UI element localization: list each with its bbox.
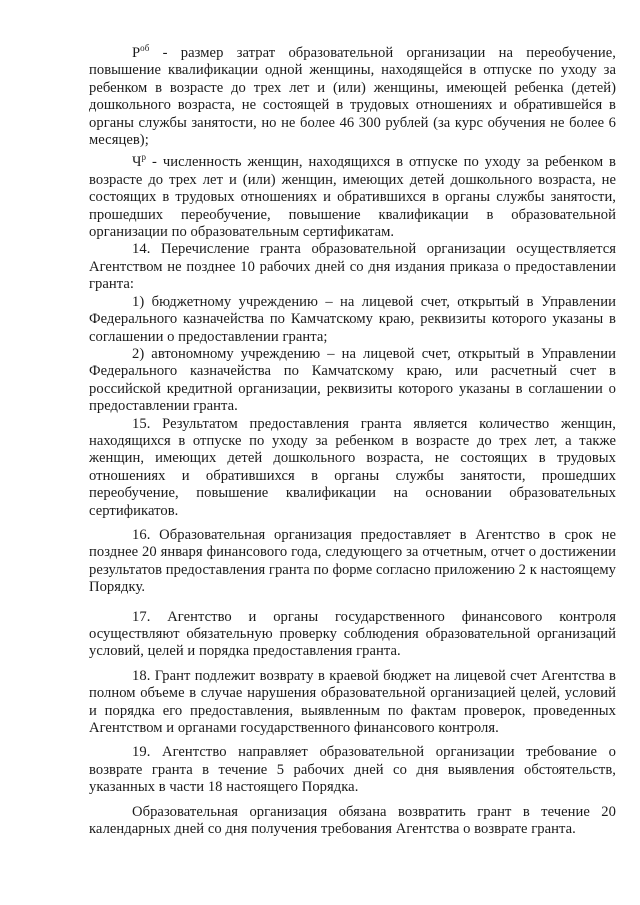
definition-ch-r: [89, 149, 616, 241]
document-body: [89, 40, 616, 838]
variable-p-superscript: об: [140, 43, 150, 53]
definition-p-text: - размер затрат образовательной организации на переобучение, повышение квалификации одной женщины, находящейся в отпуске по уходу за ребенком в возрасте до трех лет и (или) женщины, имеющей ребенка (детей) дошкольного возраста, не состоящей в трудовых отношениях и обратившейся в органы службы занятости, но не более 46 300 рублей (за курс обучения не более 6 месяцев);: [89, 45, 616, 149]
clause-14-item-2: 2) автономному учреждению – на лицевой счет, открытый в Управлении Федерального казначейства по Камчатскому краю, или расчетный счет в российской кредитной организации, реквизиты которого указаны в соглашении о предоставлении гранта.: [89, 345, 616, 415]
clause-18: 18. Грант подлежит возврату в краевой бюджет на лицевой счет Агентства в полном объеме в случае нарушения образовательной организацией целей, условий и порядка его предоставления, выявленным по фактам проверок, проведенных Агентством и органами государственного финансового контроля.: [89, 667, 616, 737]
definition-p-ob: [89, 40, 616, 149]
definition-ch-text: - численность женщин, находящихся в отпуске по уходу за ребенком в возрасте до трех лет и (или) женщин, имеющих детей дошкольного возраста, не состоящих в трудовых отношениях и обратившихся в органы службы занятости, прошедших переобучение, повышение квалификации в образовательной организации по образовательным сертификатам.: [89, 154, 616, 241]
clause-14-item-1: 1) бюджетному учреждению – на лицевой счет, открытый в Управлении Федерального казначейства по Камчатскому краю, реквизиты которого указаны в соглашении о предоставлении гранта;: [89, 293, 616, 345]
variable-p: Р: [132, 45, 141, 61]
clause-19-return: Образовательная организация обязана возвратить грант в течение 20 календарных дней со дня получения требования Агентства о возврате гранта.: [89, 803, 616, 838]
clause-16: 16. Образовательная организация предоставляет в Агентство в срок не позднее 20 января финансового года, следующего за отчетным, отчет о достижении результатов предоставления гранта по форме согласно приложению 2 к настоящему Порядку.: [89, 526, 616, 596]
clause-17: 17. Агентство и органы государственного финансового контроля осуществляют обязательную проверку соблюдения образовательной организаций условий, целей и порядка предоставления гранта.: [89, 608, 616, 660]
clause-14: 14. Перечисление гранта образовательной организации осуществляется Агентством не позднее 10 рабочих дней со дня издания приказа о предоставлении гранта:: [89, 241, 616, 293]
clause-19: 19. Агентство направляет образовательной организации требование о возврате гранта в течение 5 рабочих дней со дня выявления обстоятельств, указанных в части 18 настоящего Порядка.: [89, 744, 616, 796]
variable-ch: Ч: [132, 154, 142, 171]
variable-ch-superscript: р: [141, 152, 147, 163]
clause-15: 15. Результатом предоставления гранта является количество женщин, находящихся в отпуске по уходу за ребенком в возрасте до трех лет, а также женщин, имеющих детей дошкольного возраста, не состоящих в трудовых отношениях и обратившихся в органы службы занятости, прошедших переобучение, повышение квалификации на основании образовательных сертификатов.: [89, 415, 616, 519]
